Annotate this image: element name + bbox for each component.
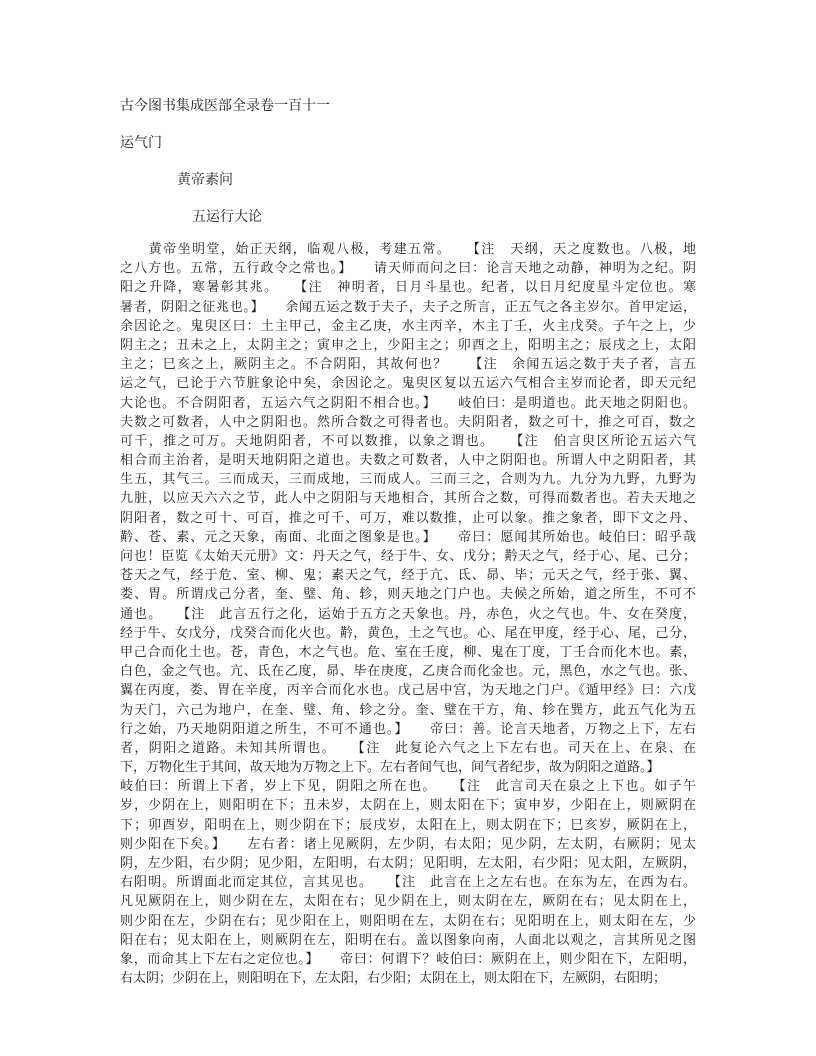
body-line: 苍天之气，经于危、室、柳、鬼；素天之气，经于亢、氐、昴、毕；元天之气，经于张、翼、 [120,568,696,584]
body-line: 九脏，以应天六六之节，此人中之阴阳与天地相合，其所合之数，可得而数者也。若夫天地之 [120,491,696,507]
body-line: 余因论之。鬼臾区曰：土主甲己，金主乙庚，水主丙辛，木主丁壬，火主戊癸。子午之上，少 [120,318,696,334]
body-line: 生五，其气三。三而成天，三而成地，三而成人。三而三之，合则为九。九分为九野，九野为 [120,472,696,488]
body-line: 凡见厥阴在上，则少阴在左，太阳在右；见少阴在上，则太阴在左，厥阴在右；见太阴在上， [120,894,696,910]
body-line: 翼在丙度，娄、胃在辛度，丙辛合而化水也。戊己居中宫，为天地之门户。《遁甲经》曰：六戊 [120,683,696,699]
body-line: 右阳明。所谓面北而定其位，言其见也。 【注 此言在上之左右也。在东为左，在西为右。 [120,875,696,891]
body-line: 者，阴阳之道路。未知其所谓也。 【注 此复论六气之上下左右也。司天在上、在泉、在 [120,740,696,756]
body-line: 相合而主治者，是明天地阴阳之道也。夫数之可数者，人中之阴阳也。所谓人中之阴阳者，其 [120,453,696,469]
body-line: 黅、苍、素、元之天象，南面、北面之图象是也。】 帝曰：愿闻其所始也。岐伯曰：昭乎哉 [120,529,696,545]
body-line: 则少阳在左，少阴在右；见少阳在上，则阳明在左，太阴在右；见阳明在上，则太阳在左，少 [120,913,696,929]
body-line: 行之始，乃天地阴阳道之所生，不可不通也。】 帝曰：善。论言天地者，万物之上下，左右 [120,721,696,737]
body-line: 白色，金之气也。亢、氐在乙度，昴、毕在庚度，乙庚合而化金也。元，黑色，水之气也。张、 [120,664,696,680]
body-line: 阳在右；见太阳在上，则厥阴在左，阳明在右。盖以图象向南，人面北以观之，言其所见之图 [120,932,696,948]
body-line: 阴，左少阳，右少阴；见少阳，左阳明，右太阴；见阳明，左太阳，右少阳；见太阳，左厥阴， [120,856,696,871]
body-text [120,240,696,988]
body-line: 甲己合而化土也。苍，青色，木之气也。危、室在壬度，柳、鬼在丁度，丁壬合而化木也。素， [120,644,696,660]
body-line: 运之气，已论于六节脏象论中矣，余因论之。鬼臾区复以五运六气相合主岁而论者，即天元纪 [120,376,696,392]
body-line: 下；卯酉岁，阳明在上，则少阴在下；辰戌岁，太阳在上，则太阴在下；巳亥岁，厥阴在上， [120,817,696,833]
body-line: 为天门，六己为地户，在奎、璧、角、轸之分。奎、璧在干方，角、轸在巽方，此五气化为五 [120,702,696,718]
body-line: 象，而命其上下左右之定位也。】 帝曰：何谓下？岐伯曰：厥阴在上，则少阳在下，左阳明， [120,951,696,967]
body-line: 经于牛、女戊分，戊癸合而化火也。黅，黄色，土之气也。心、尾在甲度，经于心、尾，己分， [120,625,696,641]
book-title: 古今图书集成医部全录卷一百十一 [120,98,330,114]
body-line: 岐伯曰：所谓上下者，岁上下见，阴阳之所在也。 【注 此言司天在泉之上下也。如子午 [120,779,696,795]
body-line: 主之；巳亥之上，厥阴主之。不合阴阳，其故何也？ 【注 余闻五运之数于夫子者，言五 [120,357,696,373]
body-line: 下，万物化生于其间，故天地为万物之上下。左右者间气也，间气者纪步，故为阴阳之道路。】 [120,760,660,776]
chapter-heading: 五运行大论 [192,209,262,225]
body-line: 阴阳者，数之可十、可百，推之可千、可万，难以数推，止可以象。推之象者，即下文之丹、 [120,510,696,526]
body-line: 问也！臣览《太始天元册》文：丹天之气，经于牛、女、戊分；黅天之气，经于心、尾、己分； [120,549,696,564]
body-line: 则少阳在下矣。】 左右者：诸上见厥阴，左少阴，右太阳；见少阴，左太阴，右厥阴；见太 [120,836,696,852]
subtitle-heading: 黄帝素问 [177,172,233,188]
section-heading: 运气门 [120,135,162,151]
body-line: 阴主之；丑未之上，太阴主之；寅申之上，少阳主之；卯酉之上，阳明主之；辰戌之上，太阳 [120,337,696,353]
body-line: 之八方也。五常，五行政令之常也。】 请天师而问之曰：论言天地之动静，神明为之纪。阴 [120,261,696,277]
body-line: 大论也。不合阴阳者，五运六气之阴阳不相合也。】 岐伯曰：是明道也。此天地之阴阳也。 [120,395,696,411]
body-line: 阳之升降，寒暑彰其兆。 【注 神明者，日月斗星也。纪者，以日月纪度星斗定位也。寒 [120,280,696,296]
body-line: 暑者，阴阳之征兆也。】 余闻五运之数于夫子，夫子之所言，正五气之各主岁尔。首甲定运， [120,299,696,315]
body-line: 岁，少阴在上，则阳明在下；丑未岁，太阴在上，则太阳在下；寅申岁，少阳在上，则厥阴在 [120,798,696,814]
body-line: 通也。 【注 此言五行之化，运始于五方之天象也。丹，赤色，火之气也。牛、女在癸度， [120,606,696,622]
body-line: 右太阴；少阴在上，则阳明在下，左太阳，右少阳；太阴在上，则太阳在下，左厥阴，右阳明； [120,971,667,987]
body-line: 可千，推之可万。天地阴阳者，不可以数推，以象之谓也。 【注 伯言臾区所论五运六气 [120,433,696,449]
body-line: 夫数之可数者，人中之阴阳也。然所合数之可得者也。夫阴阳者，数之可十，推之可百，数之 [120,414,696,430]
body-line: 娄、胃。所谓戊己分者，奎、璧、角、轸，则天地之门户也。夫候之所始，道之所生，不可不 [120,587,696,603]
body-line: 黄帝坐明堂，始正天纲，临观八极，考建五常。 【注 天纲，天之度数也。八极，地 [120,242,696,257]
